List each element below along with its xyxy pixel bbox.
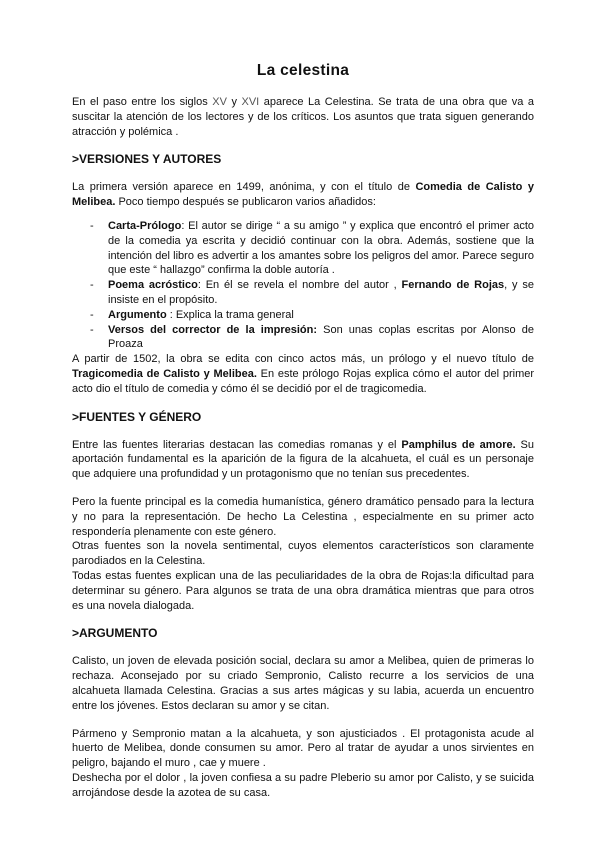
document-title: La celestina [256,62,350,79]
dash-bullet: - [90,308,94,321]
intro-text: y [226,96,242,108]
section-heading-argumento: >ARGUMENTO [72,626,158,641]
intro-paragraph [72,95,534,139]
document-page [72,62,534,800]
item-text: Son unas coplas escritas por Alonso de Proaza [108,323,534,351]
item-label: Argumento [108,308,167,321]
century-xv: XV [212,96,227,108]
list-item [72,308,534,323]
fuentes-paragraph-4: Todas estas fuentes explican una de las peculiaridades de la obra de Rojas:la dificultad para determinar su género. Para algunos se trata de una obra dramática mientras que para otros es una novela dialogada. [72,569,534,612]
argumento-paragraph-1: Calisto, un joven de elevada posición social, declara su amor a Melibea, quien de primeras lo rechaza. Aconsejado por su criado Sempronio, Calisto recurre a los servicios de una alcahueta llamada Celestina. Gracias a sus artes mágicas y su labia, acuerda un encuentro entre los jóvenes. Estos declaran su amor y se citan. [72,655,534,712]
text: En este prólogo Rojas explica cómo el autor del primer acto dio el título de comedia y cómo él se decidió por el de tragicomedia. [72,367,535,395]
bold-title: Tragicomedia de Calisto y Melibea. [72,367,257,380]
additions-list [72,219,534,352]
fuentes-paragraph-3: Otras fuentes son la novela sentimental, cuyos elementos característicos son claramente parodiados en la Celestina. [72,540,534,568]
argumento-paragraph-2: Pármeno y Sempronio matan a la alcahueta, y son ajusticiados . El protagonista acude al huerto de Melibea, donde consumen su amor. Pero al tratar de ayudar a unos sirvientes en peligro, bajando el muro , cae y muere . [72,727,534,770]
dash-bullet: - [90,279,94,292]
text: Su aportación fundamental es la aparición de la figura de la alcahueta, el cuál es un personaje que adquiere una profundidad y un protagonismo que no tenían sus precedentes. [72,438,534,481]
list-item [72,323,534,353]
intro-text: En el paso entre los siglos [72,96,213,108]
fuentes-paragraph-2: Pero la fuente principal es la comedia humanística, género dramático pensado para la lectura y no para la representación. De hecho La Celestina , especialmente en su primer acto respondería plenamente con este género. [72,495,534,538]
bold-title: Pamphilus de amore. [401,438,516,451]
text: La primera versión aparece en 1499, anónima, y con el título de [72,181,416,194]
item-text: : El autor se dirige “ a su amigo ” y explica que encontró el primer acto de la comedia ya escrita y decidió continuar con la obra. Además, sostiene que la intención del libro es advertir a los amantes sobre los peligros del amor. Parece seguro que este “ hallazgo” confirma la doble autoría . [108,219,534,277]
item-text: : Explica la trama general [166,308,294,321]
author-name: Fernando de Rojas [401,279,505,292]
section-heading-versiones: >VERSIONES Y AUTORES [72,152,222,167]
item-text: : En él se revela el nombre del autor , [197,279,402,292]
list-item [72,219,534,278]
item-label: Carta-Prólogo [108,219,182,232]
section-heading-fuentes: >FUENTES Y GÉNERO [72,409,202,424]
fuentes-paragraph-1 [72,438,534,482]
text: A partir de 1502, la obra se edita con cinco actos más, un prólogo y el nuevo título de [72,353,534,366]
text: Entre las fuentes literarias destacan las comedias romanas y el [72,438,402,451]
versiones-paragraph-1 [72,180,534,210]
list-item [72,278,534,308]
item-label: Poema acróstico [108,279,198,292]
dash-bullet: - [90,219,94,232]
text: Poco tiempo después se publicaron varios añadidos: [115,196,376,209]
century-xvi: XVI [241,96,260,108]
item-text: , y se insiste en el propósito. [108,279,534,306]
versiones-paragraph-2 [72,352,534,396]
intro-text: aparece La Celestina. Se trata de una obra que va a suscitar la atención de los lectores y de los críticos. Los asuntos que trata siguen generando atracción y polémica . [72,96,534,138]
item-label: Versos del corrector de la impresión: [108,323,318,336]
dash-bullet: - [90,323,94,336]
bold-title: Comedia de Calisto y Melibea. [72,181,534,209]
argumento-paragraph-3: Deshecha por el dolor , la joven confiesa a su padre Pleberio su amor por Calisto, y se suicida arrojándose desde la azotea de su casa. [72,771,534,799]
